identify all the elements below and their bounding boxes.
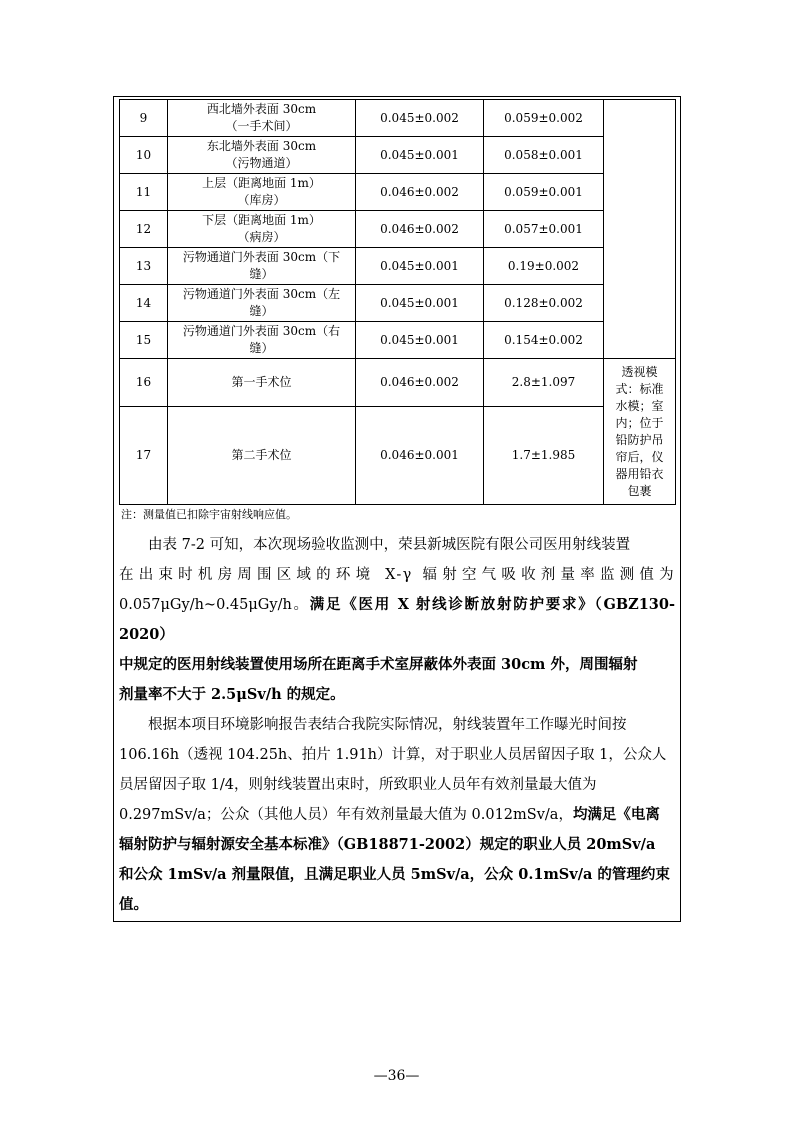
location-line-1: 第二手术位 bbox=[231, 448, 292, 462]
measured-value-cell: 0.058±0.001 bbox=[484, 137, 604, 174]
location-line-2: 缝） bbox=[249, 267, 274, 281]
background-value-cell: 0.045±0.001 bbox=[356, 322, 484, 359]
location-line-2: 缝） bbox=[249, 341, 274, 355]
p1-line3-bold: 满足《医用 X 射线诊断放射防护要求》（GBZ130-2020） bbox=[119, 596, 675, 643]
measured-value-cell: 0.154±0.002 bbox=[484, 322, 604, 359]
remark-line: 水模；室 bbox=[615, 398, 664, 413]
location-cell bbox=[168, 248, 356, 285]
location-cell bbox=[168, 285, 356, 322]
measured-value-cell: 0.19±0.002 bbox=[484, 248, 604, 285]
location-cell bbox=[168, 174, 356, 211]
location-line-1: 污物通道门外表面 30cm（下 bbox=[182, 250, 341, 264]
location-line-2: （污物通道） bbox=[225, 156, 298, 170]
location-cell bbox=[168, 322, 356, 359]
remark-line: 包裹 bbox=[627, 483, 652, 498]
p1-line5: 剂量率不大于 2.5μSv/h 的规定。 bbox=[119, 686, 345, 703]
table-row bbox=[120, 137, 676, 174]
conclusion-text bbox=[119, 530, 675, 920]
p2-line3: 员居留因子取 1/4，则射线装置出束时，所致职业人员年有效剂量最大值为 bbox=[119, 777, 597, 793]
remark-line: 式：标准 bbox=[615, 381, 664, 396]
table-row bbox=[120, 100, 676, 137]
p2-line1: 根据本项目环境影响报告表结合我院实际情况，射线装置年工作曝光时间按 bbox=[148, 717, 627, 733]
remark-cell bbox=[604, 359, 676, 505]
background-value-cell: 0.046±0.001 bbox=[356, 407, 484, 505]
row-number-cell: 16 bbox=[120, 359, 168, 407]
location-line-1: 西北墙外表面 30cm bbox=[206, 102, 317, 116]
location-cell bbox=[168, 211, 356, 248]
table-row bbox=[120, 211, 676, 248]
location-line-1: 污物通道门外表面 30cm（右 bbox=[182, 324, 341, 338]
location-cell bbox=[168, 137, 356, 174]
remark-line: 帘后，仪 bbox=[615, 449, 664, 464]
p2-line4-bold: 均满足《电离 bbox=[572, 806, 660, 823]
measured-value-cell: 1.7±1.985 bbox=[484, 407, 604, 505]
row-number-cell: 14 bbox=[120, 285, 168, 322]
monitoring-table bbox=[119, 99, 676, 505]
background-value-cell: 0.046±0.002 bbox=[356, 211, 484, 248]
p2-line6: 和公众 1mSv/a 剂量限值，且满足职业人员 5mSv/a，公众 0.1mSv/a 的管理约束 bbox=[119, 866, 670, 883]
background-value-cell: 0.046±0.002 bbox=[356, 174, 484, 211]
background-value-cell: 0.045±0.002 bbox=[356, 100, 484, 137]
table-row bbox=[120, 174, 676, 211]
p1-line3-normal: 0.057μGy/h~0.45μGy/h。 bbox=[119, 597, 310, 613]
row-number-cell: 9 bbox=[120, 100, 168, 137]
location-cell bbox=[168, 407, 356, 505]
row-number-cell: 11 bbox=[120, 174, 168, 211]
background-value-cell: 0.045±0.001 bbox=[356, 248, 484, 285]
location-line-1: 第一手术位 bbox=[231, 375, 292, 389]
remark-line: 透视模 bbox=[621, 364, 658, 379]
row-number-cell: 17 bbox=[120, 407, 168, 505]
location-line-2: 缝） bbox=[249, 304, 274, 318]
location-line-1: 东北墙外表面 30cm bbox=[206, 139, 317, 153]
page-number: —36— bbox=[373, 1068, 420, 1084]
remark-cell-empty bbox=[604, 100, 676, 359]
measured-value-cell: 0.128±0.002 bbox=[484, 285, 604, 322]
paragraph-1 bbox=[119, 530, 675, 710]
p1-line1: 由表 7-2 可知，本次现场验收监测中，荣县新城医院有限公司医用射线装置 bbox=[148, 537, 631, 553]
location-line-2: （库房） bbox=[237, 193, 286, 207]
table-row bbox=[120, 248, 676, 285]
location-line-2: （病房） bbox=[237, 230, 286, 244]
row-number-cell: 10 bbox=[120, 137, 168, 174]
p2-line7: 值。 bbox=[119, 896, 148, 913]
p1-line2: 在出束时机房周围区域的环境 X-γ 辐射空气吸收剂量率监测值为 bbox=[119, 567, 675, 583]
row-number-cell: 15 bbox=[120, 322, 168, 359]
remark-line: 内；位于 bbox=[615, 415, 664, 430]
measured-value-cell: 0.057±0.001 bbox=[484, 211, 604, 248]
location-line-2: （一手术间） bbox=[225, 119, 298, 133]
remark-line: 器用铅衣 bbox=[615, 466, 664, 481]
location-line-1: 下层（距离地面 1m） bbox=[202, 213, 321, 227]
location-cell bbox=[168, 359, 356, 407]
background-value-cell: 0.045±0.001 bbox=[356, 285, 484, 322]
location-line-1: 上层（距离地面 1m） bbox=[202, 176, 321, 190]
location-line-1: 污物通道门外表面 30cm（左 bbox=[182, 287, 341, 301]
background-value-cell: 0.046±0.002 bbox=[356, 359, 484, 407]
measured-value-cell: 0.059±0.001 bbox=[484, 174, 604, 211]
row-number-cell: 13 bbox=[120, 248, 168, 285]
table-row bbox=[120, 322, 676, 359]
p2-line5: 辐射防护与辐射源安全基本标准》（GB18871-2002）规定的职业人员 20mSv/a bbox=[119, 836, 656, 853]
p2-line4 bbox=[119, 800, 675, 830]
p1-line4: 中规定的医用射线装置使用场所在距离手术室屏蔽体外表面 30cm 外，周围辐射 bbox=[119, 656, 638, 673]
background-value-cell: 0.045±0.001 bbox=[356, 137, 484, 174]
p1-line3 bbox=[119, 590, 675, 650]
p2-line2: 106.16h（透视 104.25h、拍片 1.91h）计算，对于职业人员居留因子取 1，公众人 bbox=[119, 747, 667, 763]
location-cell bbox=[168, 100, 356, 137]
table-footnote: 注：测量值已扣除宇宙射线响应值。 bbox=[121, 508, 297, 521]
remark-line: 铅防护吊 bbox=[615, 432, 664, 447]
row-number-cell: 12 bbox=[120, 211, 168, 248]
monitoring-table-body bbox=[120, 100, 676, 505]
table-row bbox=[120, 285, 676, 322]
paragraph-2 bbox=[119, 710, 675, 920]
table-row bbox=[120, 407, 676, 505]
p2-line4-normal: 0.297mSv/a；公众（其他人员）年有效剂量最大值为 0.012mSv/a， bbox=[119, 807, 573, 823]
measured-value-cell: 0.059±0.002 bbox=[484, 100, 604, 137]
measured-value-cell: 2.8±1.097 bbox=[484, 359, 604, 407]
table-row bbox=[120, 359, 676, 407]
